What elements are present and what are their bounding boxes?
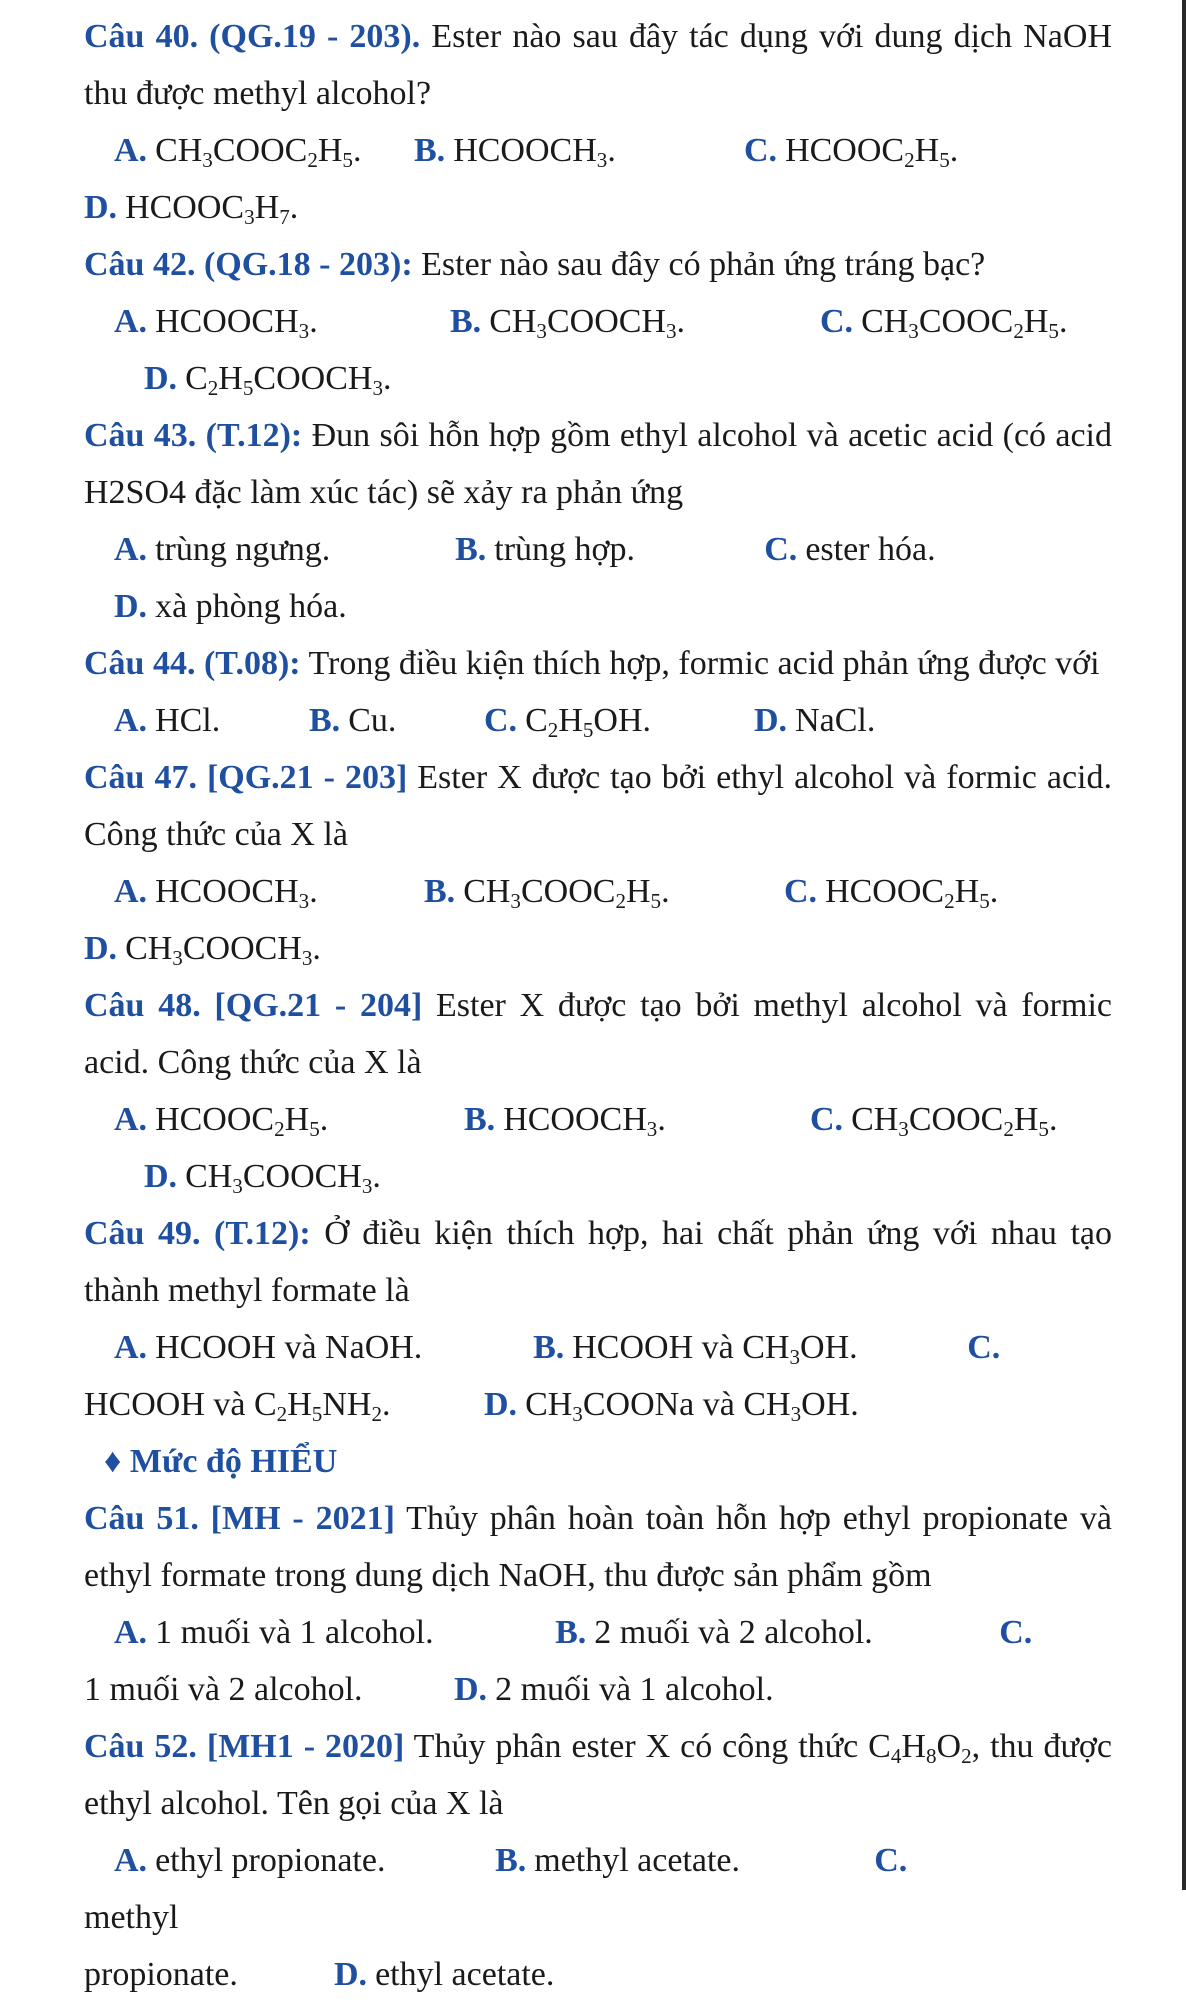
question-49-option-d[interactable]: $CH_3COONa$ và $CH_3OH$. xyxy=(525,1386,859,1426)
question-43-option-c-label: C. xyxy=(764,531,798,568)
question-44-options xyxy=(84,692,1112,749)
question-51-option-d-label: D. xyxy=(454,1671,488,1708)
question-49-option-c[interactable]: HCOOH và $C_2H_5NH_2$. xyxy=(84,1386,391,1426)
question-43-stem: Đun sôi hỗn hợp gồm ethyl alcohol và acetic acid (có acid H2SO4 đặc làm xúc tác) sẽ xảy ra phản ứng xyxy=(84,417,1113,511)
question-51-option-b[interactable]: 2 muối và 2 alcohol. xyxy=(594,1614,873,1651)
question-47-options-row2 xyxy=(84,920,1112,977)
question-48-option-d[interactable]: D. $CH_3COOCH_3$. xyxy=(144,1158,381,1198)
question-40-number: Câu 40. (QG.19 - 203). xyxy=(84,18,421,55)
question-42-number: Câu 42. (QG.18 - 203): xyxy=(84,246,413,283)
question-51-options xyxy=(84,1604,1112,1718)
question-48 xyxy=(84,977,1112,1091)
question-44 xyxy=(84,635,1112,692)
question-42-option-b[interactable]: B. $CH_3COOCH_3$. xyxy=(450,303,686,343)
question-49-option-d-label: D. xyxy=(484,1386,518,1423)
question-49-option-a-label: A. xyxy=(114,1329,148,1366)
question-49-option-b-label: B. xyxy=(533,1329,565,1366)
question-42-option-c[interactable]: C. $CH_3COOC_2H_5$. xyxy=(820,303,1068,343)
question-40-stem: Ester nào sau đây tác dụng với dung dịch NaOH thu được methyl alcohol? xyxy=(84,18,1112,112)
question-43-option-a[interactable]: trùng ngưng. xyxy=(155,531,331,568)
question-40-options-row2 xyxy=(84,179,1112,236)
question-47-option-c[interactable]: C. $HCOOC_2H_5$. xyxy=(784,873,999,913)
question-51-option-a[interactable]: 1 muối và 1 alcohol. xyxy=(155,1614,434,1651)
question-49-number: Câu 49. (T.12): xyxy=(84,1215,311,1252)
question-48-option-c[interactable]: C. $CH_3COOC_2H_5$. xyxy=(810,1101,1058,1141)
question-49-stem: Ở điều kiện thích hợp, hai chất phản ứng với nhau tạo thành methyl formate là xyxy=(84,1215,1112,1309)
question-40-option-a[interactable]: A. $CH_3COOC_2H_5$. xyxy=(114,132,362,172)
question-48-options xyxy=(84,1091,1112,1148)
question-43-option-c[interactable]: ester hóa. xyxy=(805,531,936,568)
question-51-option-a-label: A. xyxy=(114,1614,148,1651)
question-51-number: Câu 51. [MH - 2021] xyxy=(84,1500,395,1537)
question-48-stem: Ester X được tạo bởi methyl alcohol và formic acid. Công thức của X là xyxy=(84,987,1112,1081)
question-47-option-d[interactable]: D. $CH_3COOCH_3$. xyxy=(84,930,321,970)
question-48-number: Câu 48. [QG.21 - 204] xyxy=(84,987,423,1024)
question-48-option-b[interactable]: B. $HCOOCH_3$. xyxy=(464,1101,666,1141)
question-44-option-b[interactable]: B. Cu. xyxy=(309,702,397,739)
question-52-option-a[interactable]: ethyl propionate. xyxy=(155,1842,386,1879)
question-48-option-a[interactable]: A. $HCOOC_2H_5$. xyxy=(114,1101,329,1141)
question-47-stem: Ester X được tạo bởi ethyl alcohol và formic acid. Công thức của X là xyxy=(84,759,1112,853)
question-52-option-b[interactable]: methyl acetate. xyxy=(534,1842,741,1879)
question-48-options-row2 xyxy=(84,1148,1112,1205)
question-40-option-d[interactable]: D. $HCOOC_3H_7$. xyxy=(84,189,299,229)
question-49 xyxy=(84,1205,1112,1319)
question-52 xyxy=(84,1718,1112,1832)
question-44-option-a[interactable]: A. HCl. xyxy=(114,702,221,739)
question-52-option-c-label: C. xyxy=(874,1842,908,1879)
question-42-option-a[interactable]: A. $HCOOCH_3$. xyxy=(114,303,318,343)
question-47-option-a[interactable]: A. $HCOOCH_3$. xyxy=(114,873,318,913)
question-44-option-c[interactable]: C. $C_2H_5OH$. xyxy=(484,702,652,742)
question-52-option-d[interactable]: ethyl acetate. xyxy=(375,1956,555,1993)
question-43-options xyxy=(84,521,1112,635)
question-43-option-b[interactable]: trùng hợp. xyxy=(494,531,635,568)
question-47-options xyxy=(84,863,1112,920)
question-47-number: Câu 47. [QG.21 - 203] xyxy=(84,759,408,796)
question-51 xyxy=(84,1490,1112,1604)
question-47-option-b[interactable]: B. $CH_3COOC_2H_5$. xyxy=(424,873,670,913)
question-52-option-a-label: A. xyxy=(114,1842,148,1879)
question-49-options xyxy=(84,1319,1112,1433)
question-40-option-c[interactable]: C. $HCOOC_2H_5$. xyxy=(744,132,959,172)
question-52-options xyxy=(84,1832,1112,2003)
question-42 xyxy=(84,236,1112,293)
question-49-option-c-label: C. xyxy=(967,1329,1001,1366)
question-51-option-c-label: C. xyxy=(999,1614,1033,1651)
question-43-option-a-label: A. xyxy=(114,531,148,568)
question-44-stem: Trong điều kiện thích hợp, formic acid phản ứng được với xyxy=(300,645,1100,682)
question-44-option-d[interactable]: D. NaCl. xyxy=(754,702,876,739)
question-42-stem: Ester nào sau đây có phản ứng tráng bạc? xyxy=(412,246,986,283)
question-40-option-b[interactable]: B. $HCOOCH_3$. xyxy=(414,132,616,172)
question-47 xyxy=(84,749,1112,863)
section-heading: ♦ Mức độ HIỂU xyxy=(104,1443,338,1480)
question-43-option-d-label: D. xyxy=(114,588,148,625)
question-52-stem: Thủy phân ester X có công thức $C_4H_8O_2$, thu được ethyl alcohol. Tên gọi của X là xyxy=(84,1728,1112,1822)
question-40 xyxy=(84,8,1112,122)
question-51-option-b-label: B. xyxy=(555,1614,587,1651)
question-42-option-d[interactable]: D. $C_2H_5COOCH_3$. xyxy=(144,360,392,400)
question-51-stem: Thủy phân hoàn toàn hỗn hợp ethyl propionate và ethyl formate trong dung dịch NaOH, thu được sản phẩm gồm xyxy=(84,1500,1113,1594)
question-43-option-d[interactable]: xà phòng hóa. xyxy=(155,588,347,625)
question-43 xyxy=(84,407,1112,521)
question-51-option-d[interactable]: 2 muối và 1 alcohol. xyxy=(495,1671,774,1708)
question-43-option-b-label: B. xyxy=(455,531,487,568)
question-52-option-c[interactable]: methyl propionate. xyxy=(84,1899,238,1993)
question-52-option-d-label: D. xyxy=(334,1956,368,1993)
question-42-options xyxy=(84,293,1112,350)
question-51-option-c[interactable]: 1 muối và 2 alcohol. xyxy=(84,1671,363,1708)
question-52-number: Câu 52. [MH1 - 2020] xyxy=(84,1728,405,1765)
question-43-number: Câu 43. (T.12): xyxy=(84,417,303,454)
question-52-option-b-label: B. xyxy=(495,1842,527,1879)
question-42-options-row2 xyxy=(84,350,1112,407)
question-40-options xyxy=(84,122,1112,179)
question-44-number: Câu 44. (T.08): xyxy=(84,645,301,682)
question-49-option-a[interactable]: HCOOH và NaOH. xyxy=(155,1329,423,1366)
question-49-option-b[interactable]: HCOOH và $CH_3OH$. xyxy=(572,1329,858,1369)
